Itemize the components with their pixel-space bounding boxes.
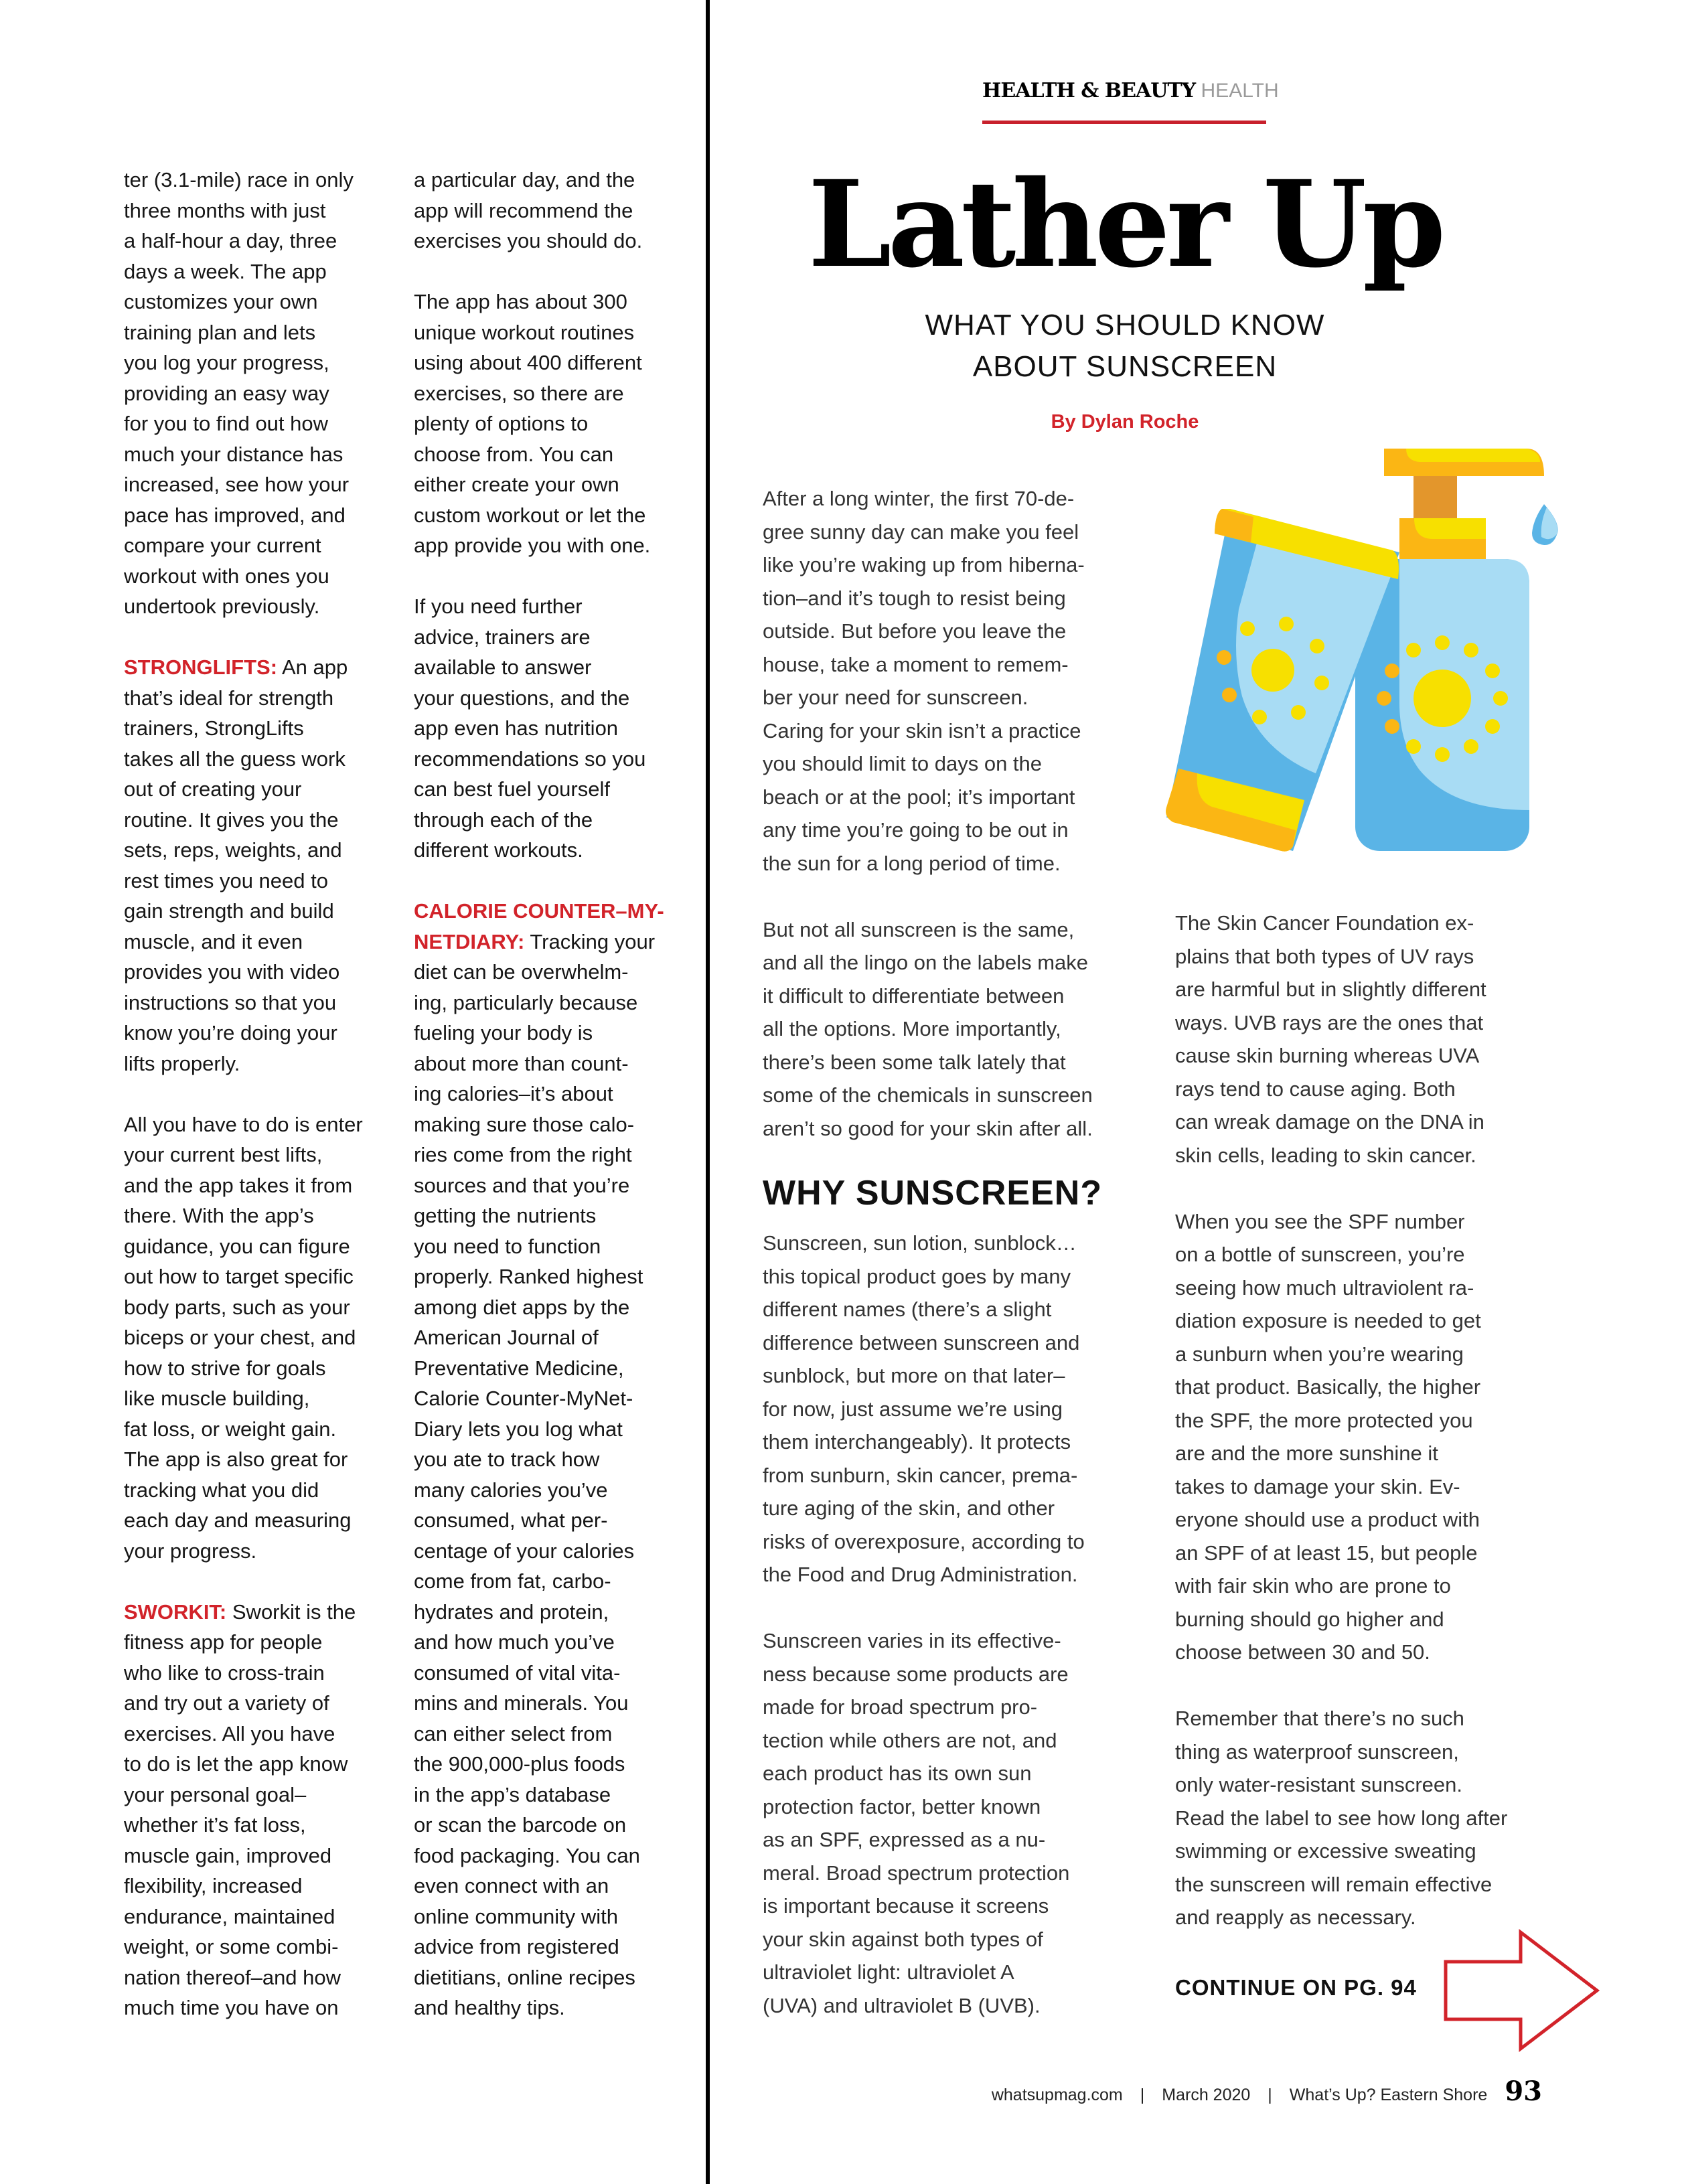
paragraph-text: Tracking your diet can be overwhelm- ing, particularly because fueling your body is about more than count- ing calories–it’s about making sure those calo- ries come from the right sources and that you’re getting the nutrients you need to function properly. Ranked highest among diet apps by the American Journal of Preventative Medicine, Calorie Counter-MyNet- Diary lets you log what you ate to track how many calories you’ve consumed, what per- centage of your calories come from fat, carbo- hydrates and protein, and how much you’ve consumed of vital vita- mins and minerals. You can either select from the 900,000-plus foods in the app’s database or scan the barcode on food packaging. You can even connect with an online community with advice from registered dietitians, online recipes and healthy tips. (414, 929, 656, 2019)
paragraph (124, 1597, 363, 2023)
article-subtitle: WHAT YOU SHOULD KNOW ABOUT SUNSCREEN (925, 309, 1325, 383)
right-column-a-top (763, 482, 1093, 1178)
app-name-calorie-counter: CALORIE COUNTER–MY- NETDIARY: (414, 899, 664, 953)
paragraph-text: Sworkit is the fitness app for people who like to cross-train and try out a variety of exercises. All you have to do is let the app know your personal goal– whether it’s fat loss, muscle gain, improved flexibility, increased endurance, maintained weight, or some combi- nation thereof–and how much time you have on (124, 1600, 356, 2019)
article-title: Lather Up (808, 154, 1442, 294)
paragraph-text: All you have to do is enter your current best lifts, and the app takes it from there. With the app’s guidance, you can figure out how to target specific body parts, such as your biceps or your chest, and how to strive for goals like muscle building, fat loss, or weight gain. The app is also great for tracking what you did each day and measuring your progress. (124, 1112, 363, 1563)
pump-head-highlight (1406, 449, 1540, 462)
app-name-stronglifts: STRONGLIFTS: (124, 655, 278, 679)
paragraph: Remember that there’s no such thing as waterproof sunscreen, only water-resistant sunscreen. Read the label to see how long after swimming or excessive sweating the sunscreen will remain effective and reapply as necessary. (1175, 1707, 1508, 1929)
sunscreen-bottles-illustration (1138, 435, 1574, 890)
paragraph-text: a particular day, and the app will recommend the exercises you should do. (414, 168, 643, 252)
pump-collar-highlight (1414, 518, 1486, 539)
footer-date: March 2020 (1162, 2086, 1251, 2104)
continue-link[interactable]: CONTINUE ON PG. 94 (1175, 1975, 1417, 2000)
left-column-2 (414, 165, 664, 2053)
right-column-b (1175, 907, 1507, 1967)
section-underline (982, 121, 1266, 124)
right-column-a-bottom (763, 1227, 1085, 2055)
page-footer (992, 2076, 1542, 2107)
footer-publication: What’s Up? Eastern Shore (1289, 2086, 1488, 2104)
byline: By Dylan Roche (1051, 411, 1199, 433)
paragraph: After a long winter, the first 70-de- gree sunny day can make you feel like you’re waking up from hiberna- tion–and it’s tough to resist being outside. But before you leave the house, take a moment to remem- ber your need for sunscreen. Caring for your skin isn’t a practice you should limit to days on the beach or at the pool; it’s important any time you’re going to be out in the sun for a long period of time. (763, 487, 1085, 875)
paragraph (414, 165, 664, 256)
section-label (982, 79, 1279, 102)
paragraph: When you see the SPF number on a bottle of sunscreen, you’re seeing how much ultraviolent ra- diation exposure is needed to get a sunburn when you’re wearing that product. Basically, the higher the SPF, the more protected you are and the more sunshine it takes to damage your skin. Ev- eryone should use a product with an SPF of at least 15, but people with fair skin who are prone to burning should go higher and choose between 30 and 50. (1175, 1209, 1481, 1664)
page-number: 93 (1505, 2076, 1542, 2107)
paragraph-text: An app that’s ideal for strength trainers, StrongLifts takes all the guess work out of creating your routine. It gives you the sets, reps, weights, and rest times you need to gain strength and build muscle, and it even provides you with video instructions so that you know you’re doing your lifts properly. (124, 655, 348, 1075)
right-arrow-outline-icon (1443, 1928, 1601, 2053)
paragraph (414, 591, 664, 866)
footer-separator: | (1140, 2086, 1145, 2104)
section-category: HEALTH & BEAUTY (982, 79, 1196, 102)
section-subcategory: HEALTH (1201, 80, 1279, 102)
paragraph (124, 165, 363, 622)
paragraph-text: ter (3.1-mile) race in only three months with just a half-hour a day, three days a week. The app customizes your own training plan and lets you log your progress, providing an easy way for you to find out how much your distance has increased, see how your pace has improved, and compare your current workout with ones you undertook previously. (124, 168, 354, 618)
paragraph-text: If you need further advice, trainers are available to answer your questions, and the app even has nutrition recommendations so you can best fuel yourself through each of the different workouts. (414, 595, 646, 862)
paragraph: But not all sunscreen is the same, and all the lingo on the labels make it difficult to differentiate between all the options. More importantly, there’s been some talk lately that some of the chemicals in sunscreen aren’t so good for your skin after all. (763, 917, 1093, 1140)
footer-separator: | (1268, 2086, 1272, 2104)
app-name-sworkit: SWORKIT: (124, 1600, 227, 1624)
pump-stem (1413, 476, 1457, 518)
paragraph (414, 287, 664, 561)
paragraph: Sunscreen varies in its effective- ness because some products are made for broad spectrum pro- tection while others are not, and each product has its own sun protection factor, better known as an SPF, expressed as a nu- meral. Broad spectrum protection is important because it screens your skin against both types of ultraviolet light: ultraviolet A (UVA) and ultraviolet B (UVB). (763, 1629, 1070, 2017)
paragraph (124, 652, 363, 1079)
left-column-1 (124, 165, 363, 2053)
paragraph (124, 1109, 363, 1567)
paragraph: Sunscreen, sun lotion, sunblock… this topical product goes by many different names (there’s a slight difference between sunscreen and sunblock, but more on that later– for now, just assume we’re using them interchangeably). It protects from sunburn, skin cancer, prema- ture aging of the skin, and other risks of overexposure, according to the Food and Drug Administration. (763, 1231, 1085, 1586)
paragraph-text: The app has about 300 unique workout routines using about 400 different exercises, so there are plenty of options to choose from. You can either create your own custom workout or let the app provide you with one. (414, 290, 651, 557)
paragraph (414, 896, 664, 2023)
section-heading: WHY SUNSCREEN? (763, 1174, 1103, 1213)
footer-site: whatsupmag.com (991, 2086, 1123, 2104)
paragraph: The Skin Cancer Foundation ex- plains that both types of UV rays are harmful but in slightly different ways. UVB rays are the ones that cause skin burning whereas UVA rays tend to cause aging. Both can wreak damage on the DNA in skin cells, leading to skin cancer. (1175, 911, 1486, 1167)
column-divider (706, 0, 710, 2184)
